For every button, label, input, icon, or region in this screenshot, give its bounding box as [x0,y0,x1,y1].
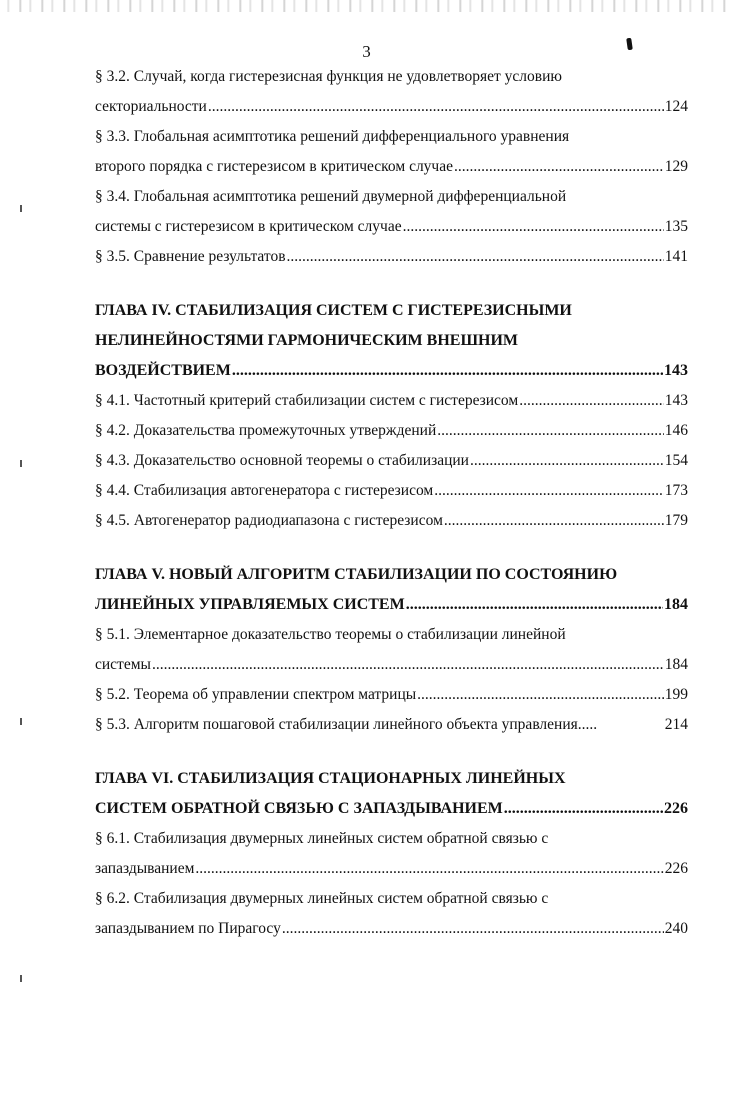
dot-leader [504,797,663,820]
page-ref: 154 [664,452,688,469]
scan-speck [20,718,22,725]
toc-entry-line [95,65,688,95]
section-title-text: § 6.2. Стабилизация двумерных линейных систем обратной связью с [95,890,549,907]
toc-entry-line [95,479,688,509]
section-title-text: системы с гистерезисом в критическом случае [95,218,402,235]
toc-entry-line [95,683,688,713]
dot-leader [403,215,664,238]
toc-entry-line [95,623,688,653]
section-title-text: § 3.3. Глобальная асимптотика решений дифференциального уравнения [95,128,570,145]
chapter-title-text: ГЛАВА IV. СТАБИЛИЗАЦИЯ СИСТЕМ С ГИСТЕРЕЗИСНЫМИ [95,302,572,319]
page-ref: 184 [664,596,688,613]
section-gap [95,743,688,767]
page-ref: 184 [664,656,688,673]
page-ref: 240 [664,920,688,937]
dot-leader [519,389,664,412]
page-ref: 146 [664,422,688,439]
section-title-text: § 5.2. Теорема об управлении спектром матрицы [95,686,417,703]
dot-leader [444,509,664,532]
dot-leader [152,653,664,676]
chapter-heading-line [95,359,688,389]
dot-leader [417,683,664,706]
section-title-text: § 5.1. Элементарное доказательство теоремы о стабилизации линейной [95,626,566,643]
chapter-title-text: ВОЗДЕЙСТВИЕМ [95,362,231,379]
page-ref: 143 [664,362,688,379]
page-ref: 214 [664,716,688,733]
section-title-text: § 6.1. Стабилизация двумерных линейных систем обратной связью с [95,830,549,847]
dot-leader [434,479,664,502]
scan-speck [20,460,22,467]
section-title-text: § 5.3. Алгоритм пошаговой стабилизации линейного объекта управления..... [95,716,598,733]
toc-entry-line [95,185,688,215]
scan-speck [20,205,22,212]
toc-entry-line [95,95,688,125]
section-title-text: § 4.4. Стабилизация автогенератора с гистерезисом [95,482,434,499]
toc-entry-line [95,245,688,275]
chapter-title-text: СИСТЕМ ОБРАТНОЙ СВЯЗЬЮ С ЗАПАЗДЫВАНИЕМ [95,800,503,817]
toc-entry-line [95,125,688,155]
toc-entry-line [95,887,688,917]
dot-leader [282,917,664,940]
page-ref: 135 [664,218,688,235]
dot-leader [437,419,663,442]
toc-entry-line [95,389,688,419]
page-ref: 226 [664,860,688,877]
section-title-text: секториальности [95,98,207,115]
page-ref: 143 [664,392,688,409]
page-ref: 129 [664,158,688,175]
toc-entry-line [95,827,688,857]
section-title-text: § 4.5. Автогенератор радиодиапазона с гистерезисом [95,512,443,529]
dot-leader [195,857,663,880]
page-ref: 226 [664,800,688,817]
section-title-text: § 4.1. Частотный критерий стабилизации систем с гистерезисом [95,392,519,409]
dot-leader [406,593,663,616]
toc-entry-line [95,653,688,683]
section-title-text: системы [95,656,151,673]
toc-entry-line [95,509,688,539]
chapter-title-text: ГЛАВА V. НОВЫЙ АЛГОРИТМ СТАБИЛИЗАЦИИ ПО СОСТОЯНИЮ [95,566,618,583]
section-title-text: § 4.2. Доказательства промежуточных утверждений [95,422,437,439]
section-title-text: § 3.2. Случай, когда гистерезисная функция не удовлетворяет условию [95,68,562,85]
toc-entry-line [95,155,688,185]
page-ref: 141 [664,248,688,265]
section-title-text: второго порядка с гистерезисом в критическом случае [95,158,453,175]
section-title-text: запаздыванием по Пирагосу [95,920,281,937]
chapter-heading-line [95,797,688,827]
toc-entry-line [95,419,688,449]
toc-entry-line [95,449,688,479]
scan-noise-strip [0,0,733,12]
section-title-text: запаздыванием [95,860,195,877]
dot-leader [454,155,664,178]
chapter-heading-line [95,593,688,623]
dot-leader [470,449,664,472]
page-ref: 173 [664,482,688,499]
page-ref: 199 [664,686,688,703]
toc-entry-line [95,713,688,743]
chapter-title-text: ЛИНЕЙНЫХ УПРАВЛЯЕМЫХ СИСТЕМ [95,596,405,613]
page-ref: 124 [664,98,688,115]
section-title-text: § 4.3. Доказательство основной теоремы о стабилизации [95,452,469,469]
chapter-heading-line [95,563,688,593]
scan-speck [20,975,22,982]
chapter-heading-line [95,767,688,797]
page-ref: 179 [664,512,688,529]
dot-leader [208,95,664,118]
dot-leader [287,245,664,268]
section-title-text: § 3.4. Глобальная асимптотика решений двумерной дифференциальной [95,188,567,205]
chapter-heading-line [95,299,688,329]
toc-entry-line [95,917,688,947]
section-gap [95,539,688,563]
toc-entry-line [95,857,688,887]
dot-leader [232,359,663,382]
section-title-text: § 3.5. Сравнение результатов [95,248,286,265]
chapter-title-text: ГЛАВА VI. СТАБИЛИЗАЦИЯ СТАЦИОНАРНЫХ ЛИНЕЙНЫХ [95,770,566,787]
toc-entry-line [95,215,688,245]
page-number: 3 [362,42,371,61]
chapter-title-text: НЕЛИНЕЙНОСТЯМИ ГАРМОНИЧЕСКИМ ВНЕШНИМ [95,332,519,349]
section-gap [95,275,688,299]
table-of-contents [95,65,688,947]
chapter-heading-line [95,329,688,359]
